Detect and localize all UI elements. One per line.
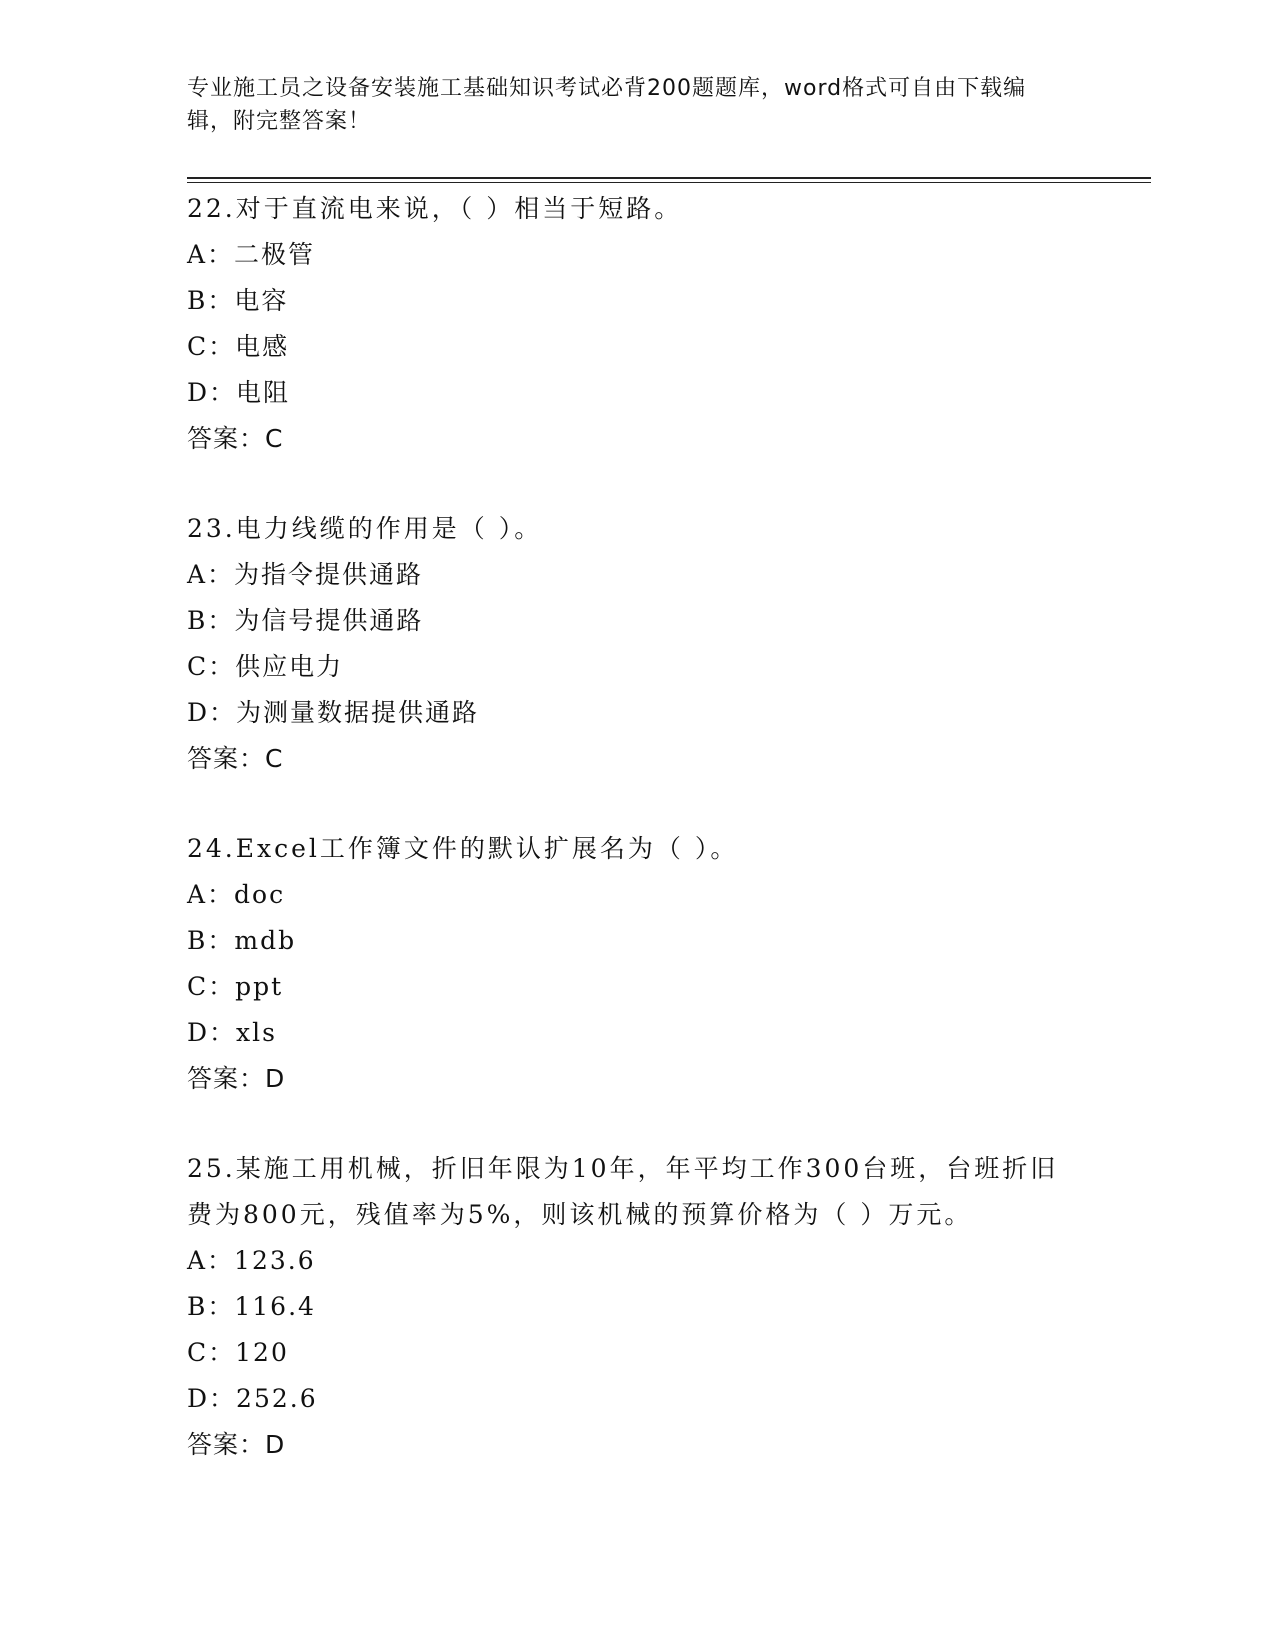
option-b: B：mdb	[187, 926, 297, 955]
answer-line: 答案：C	[187, 424, 284, 453]
option-a: A：doc	[187, 880, 286, 909]
answer-line: 答案：C	[187, 744, 284, 773]
document-header: 专业施工员之设备安装施工基础知识考试必背200题题库，word格式可自由下载编辑，附完整答案！	[187, 76, 1027, 134]
header-divider-thick	[187, 177, 1151, 179]
question-stem: 23.电力线缆的作用是（ ）。	[187, 514, 543, 543]
question-block	[187, 1146, 1067, 1468]
option-c: C：ppt	[187, 972, 284, 1001]
question-stem: 24.Excel工作簿文件的默认扩展名为（ ）。	[187, 834, 739, 863]
question-stem: 22.对于直流电来说，（ ）相当于短路。	[187, 194, 683, 223]
option-a: A：为指令提供通路	[187, 560, 424, 589]
option-b: B：电容	[187, 286, 289, 315]
answer-line: 答案：D	[187, 1064, 286, 1093]
question-block	[187, 506, 1067, 782]
option-d: D：为测量数据提供通路	[187, 698, 480, 727]
option-a: A：123.6	[187, 1246, 316, 1275]
option-a: A：二极管	[187, 240, 316, 269]
option-b: B：为信号提供通路	[187, 606, 424, 635]
option-d: D：电阻	[187, 378, 291, 407]
option-d: D：252.6	[187, 1384, 318, 1413]
option-b: B：116.4	[187, 1292, 316, 1321]
option-c: C：120	[187, 1338, 289, 1367]
option-c: C：供应电力	[187, 652, 344, 681]
question-block	[187, 826, 1067, 1102]
question-stem: 25.某施工用机械，折旧年限为10年，年平均工作300台班，台班折旧费为800元，残值率为5%，则该机械的预算价格为（ ）万元。	[187, 1154, 1059, 1229]
question-block	[187, 186, 1067, 462]
option-d: D：xls	[187, 1018, 277, 1047]
option-c: C：电感	[187, 332, 290, 361]
header-divider-thin	[187, 182, 1151, 183]
answer-line: 答案：D	[187, 1430, 286, 1459]
